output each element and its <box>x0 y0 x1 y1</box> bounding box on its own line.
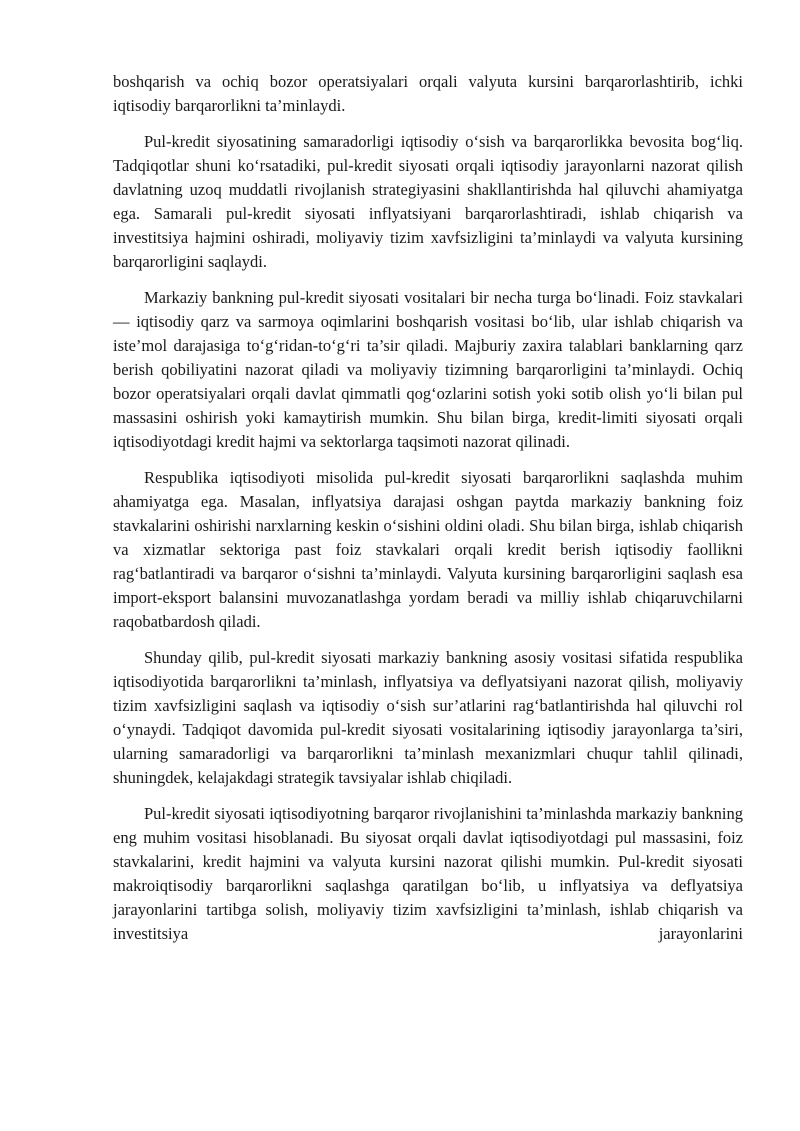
paragraph-republic-example: Respublika iqtisodiyoti misolida pul-kredit siyosati barqarorlikni saqlashda muhim ahamiyatga ega. Masalan, inflyatsiya darajasi oshgan paytda markaziy bankning foiz stavkalarini oshirishi narxlarning keskin o‘sishini oldini oladi. Shu bilan birga, ishlab chiqarish va xizmatlar sektoriga past foiz stavkalari orqali kredit berish iqtisodiy faollikni rag‘batlantiradi va barqaror o‘sishni ta’minlaydi. Valyuta kursining barqarorligini saqlash esa import-eksport balansini muvozanatlashga yordam beradi va milliy ishlab chiqaruvchilarni raqobatbardosh qiladi. <box>113 468 743 631</box>
paragraph-effectiveness: Pul-kredit siyosatining samaradorligi iqtisodiy o‘sish va barqarorlikka bevosita bog‘liq. Tadqiqotlar shuni ko‘rsatadiki, pul-kredit siyosati orqali iqtisodiy jarayonlarni nazorat qilish davlatning uzoq muddatli rivojlanish strategiyasini shakllantirishda hal qiluvchi ahamiyatga ega. Samarali pul-kredit siyosati inflyatsiyani barqarorlashtiradi, ishlab chiqarish va investitsiya hajmini oshiradi, moliyaviy tizim xavfsizligini ta’minlaydi va valyuta kursining barqarorligini saqlaydi. <box>113 132 743 271</box>
paragraph-central-bank-tool: Pul-kredit siyosati iqtisodiyotning barqaror rivojlanishini ta’minlashda markaziy bankning eng muhim vositasi hisoblanadi. Bu siyosat orqali davlat iqtisodiyotdagi pul massasini, foiz stavkalarini, kredit hajmini va valyuta kursini nazorat qilishi mumkin. Pul-kredit siyosati makroiqtisodiy barqarorlikni saqlashga qaratilgan bo‘lib, u inflyatsiya va deflyatsiya jarayonlarini tartibga solish, moliyaviy tizim xavfsizligini ta’minlash, ishlab chiqarish va investitsiya jarayonlarini <box>113 804 743 943</box>
paragraph-continuation: boshqarish va ochiq bozor operatsiyalari orqali valyuta kursini barqarorlashtirib, ichki iqtisodiy barqarorlikni ta’minlaydi. <box>113 72 743 115</box>
paragraph-instruments: Markaziy bankning pul-kredit siyosati vositalari bir necha turga bo‘linadi. Foiz stavkalari — iqtisodiy qarz va sarmoya oqimlarini boshqarish vositasi bo‘lib, ular ishlab chiqarish va iste’mol darajasiga to‘g‘ridan-to‘g‘ri ta’sir qiladi. Majburiy zaxira talablari banklarning qarz berish qobiliyatini nazorat qiladi va moliyaviy tizimning barqarorligini ta’minlaydi. Ochiq bozor operatsiyalari orqali davlat qimmatli qog‘ozlarini sotish yoki sotib olish yo‘li bilan pul massasini oshirish yoki kamaytirish mumkin. Shu bilan birga, kredit-limiti siyosati orqali iqtisodiyotdagi kredit hajmi va sektorlarga taqsimoti nazorat qilinadi. <box>113 288 743 451</box>
document-page <box>113 70 743 946</box>
paragraph-conclusion: Shunday qilib, pul-kredit siyosati markaziy bankning asosiy vositasi sifatida respublika iqtisodiyotida barqarorlikni ta’minlash, inflyatsiya va deflyatsiyani nazorat qilish, moliyaviy tizim xavfsizligini saqlash va iqtisodiy o‘sish sur’atlarini rag‘batlantirishda hal qiluvchi rol o‘ynaydi. Tadqiqot davomida pul-kredit siyosati vositalarining iqtisodiy jarayonlarga ta’siri, ularning samaradorligi va barqarorlikni ta’minlash mexanizmlari chuqur tahlil qilinadi, shuningdek, kelajakdagi strategik tavsiyalar ishlab chiqiladi. <box>113 648 743 787</box>
